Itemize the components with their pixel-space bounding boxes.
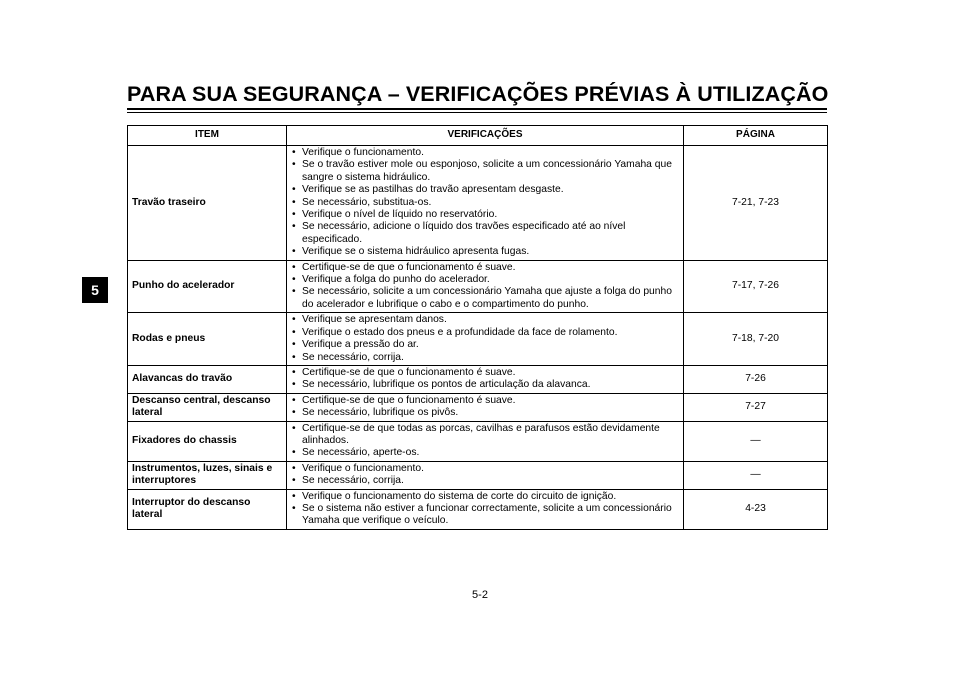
check-list-item: • Verifique o funcionamento. (291, 463, 679, 475)
table-row (128, 313, 828, 366)
table-row (128, 146, 828, 261)
checks-cell (287, 393, 684, 421)
check-list (291, 423, 679, 460)
check-list (291, 262, 679, 312)
check-list-item: • Se necessário, solicite a um concessionário Yamaha que ajuste a folga do punho do acelerador e lubrifique o cabo e o compartimento do punho. (291, 286, 679, 311)
check-list-item: • Se necessário, adicione o líquido dos travões especificado até ao nível especificado. (291, 221, 679, 246)
check-list-item: • Se necessário, lubrifique os pivôs. (291, 407, 679, 419)
check-list (291, 395, 679, 420)
check-list-item: • Verifique se apresentam danos. (291, 314, 679, 326)
item-cell: Alavancas do travão (128, 365, 287, 393)
page-ref-cell: 7-27 (684, 393, 828, 421)
check-list-item: • Verifique o funcionamento do sistema de corte do circuito de ignição. (291, 491, 679, 503)
header-item: ITEM (128, 126, 287, 146)
check-list-item: • Verifique o nível de líquido no reservatório. (291, 209, 679, 221)
page-ref-cell: — (684, 421, 828, 461)
check-list-item: • Se necessário, lubrifique os pontos de articulação da alavanca. (291, 379, 679, 391)
item-cell: Travão traseiro (128, 146, 287, 261)
page-title: PARA SUA SEGURANÇA – VERIFICAÇÕES PRÉVIAS À UTILIZAÇÃO (127, 82, 829, 106)
table-row (128, 421, 828, 461)
check-list (291, 463, 679, 488)
checks-cell (287, 365, 684, 393)
page-ref-cell: 7-26 (684, 365, 828, 393)
check-list-item: • Certifique-se de que o funcionamento é suave. (291, 367, 679, 379)
check-list-item: • Certifique-se de que todas as porcas, cavilhas e parafusos estão devidamente alinhados. (291, 423, 679, 448)
check-list-item: • Verifique a folga do punho do acelerador. (291, 274, 679, 286)
check-list-item: • Verifique o funcionamento. (291, 147, 679, 159)
check-list-item: • Verifique o estado dos pneus e a profundidade da face de rolamento. (291, 327, 679, 339)
page-ref-cell: 7-21, 7-23 (684, 146, 828, 261)
item-cell: Punho do acelerador (128, 260, 287, 313)
item-cell: Rodas e pneus (128, 313, 287, 366)
check-list-item: • Verifique se o sistema hidráulico apresenta fugas. (291, 246, 679, 258)
check-list-item: • Verifique se as pastilhas do travão apresentam desgaste. (291, 184, 679, 196)
checks-cell (287, 146, 684, 261)
header-page: PÁGINA (684, 126, 828, 146)
check-list (291, 314, 679, 364)
pre-operation-checklist-table (127, 125, 828, 530)
item-cell: Interruptor do descanso lateral (128, 489, 287, 529)
check-list (291, 147, 679, 259)
page-ref-cell: 7-18, 7-20 (684, 313, 828, 366)
item-cell: Fixadores do chassis (128, 421, 287, 461)
checks-cell (287, 489, 684, 529)
checks-cell (287, 260, 684, 313)
title-rule-thin (127, 112, 827, 113)
page-ref-cell: 4-23 (684, 489, 828, 529)
check-list-item: • Certifique-se de que o funcionamento é suave. (291, 395, 679, 407)
checks-cell (287, 313, 684, 366)
header-checks: VERIFICAÇÕES (287, 126, 684, 146)
check-list-item: • Se o travão estiver mole ou esponjoso, solicite a um concessionário Yamaha que sangre o sistema hidráulico. (291, 159, 679, 184)
table-row (128, 260, 828, 313)
item-cell: Descanso central, descanso lateral (128, 393, 287, 421)
check-list-item: • Se necessário, corrija. (291, 475, 679, 487)
table-row (128, 489, 828, 529)
check-list-item: • Certifique-se de que o funcionamento é suave. (291, 262, 679, 274)
table-row (128, 461, 828, 489)
page-number: 5-2 (472, 589, 488, 601)
table-header-row (128, 126, 828, 146)
title-rule-thick (127, 108, 827, 110)
page-ref-cell: — (684, 461, 828, 489)
checks-cell (287, 461, 684, 489)
check-list-item: • Verifique a pressão do ar. (291, 339, 679, 351)
check-list-item: • Se necessário, corrija. (291, 352, 679, 364)
chapter-tab: 5 (82, 277, 108, 303)
check-list (291, 367, 679, 392)
check-list-item: • Se o sistema não estiver a funcionar correctamente, solicite a um concessionário Yamaha que verifique o veículo. (291, 503, 679, 528)
check-list (291, 491, 679, 528)
check-list-item: • Se necessário, aperte-os. (291, 447, 679, 459)
checks-cell (287, 421, 684, 461)
table-body (128, 146, 828, 530)
page-ref-cell: 7-17, 7-26 (684, 260, 828, 313)
table-row (128, 365, 828, 393)
table-row (128, 393, 828, 421)
check-list-item: • Se necessário, substitua-os. (291, 197, 679, 209)
item-cell: Instrumentos, luzes, sinais e interruptores (128, 461, 287, 489)
